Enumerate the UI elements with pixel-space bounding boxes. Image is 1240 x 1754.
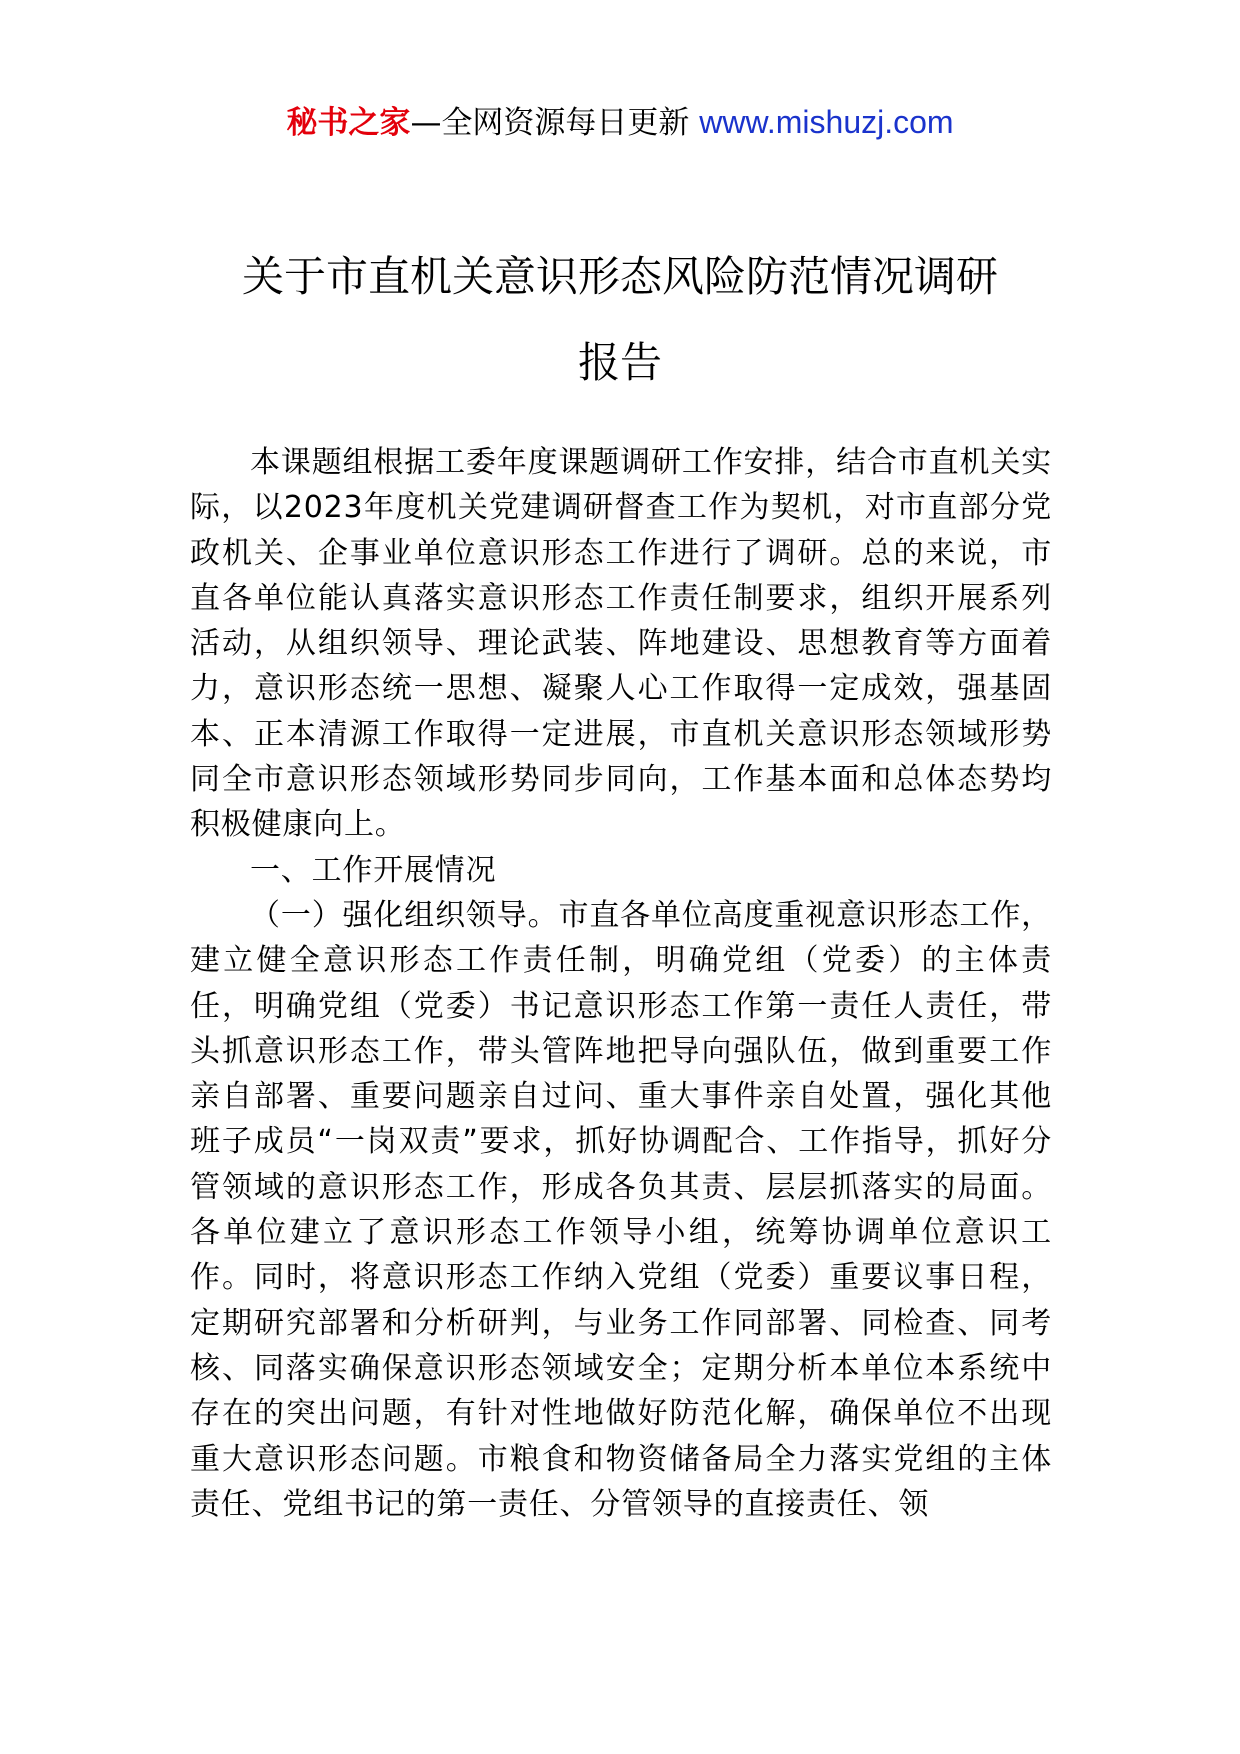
body-paragraph: （一）强化组织领导。市直各单位高度重视意识形态工作，建立健全意识形态工作责任制，明确党组（党委）的主体责任，明确党组（党委）书记意识形态工作第一责任人责任，带头抓意识形态工作，带头管阵地把导向强队伍，做到重要工作亲自部署、重要问题亲自过问、重大事件亲自处置，强化其他班子成员“一岗双责”要求，抓好协调配合、工作指导，抓好分管领域的意识形态工作，形成各负其责、层层抓落实的局面。各单位建立了意识形态工作领导小组，统筹协调单位意识工作。同时，将意识形态工作纳入党组（党委）重要议事日程，定期研究部署和分析研判，与业务工作同部署、同检查、同考核、同落实确保意识形态领域安全；定期分析本单位本系统中存在的突出问题，有针对性地做好防范化解，确保单位不出现重大意识形态问题。市粮食和物资储备局全力落实党组的主体责任、党组书记的第一责任、分管领导的直接责任、领 [190,897,1052,1522]
document-title [120,234,1120,406]
section-heading: 一、工作开展情况 [250,852,497,888]
title-line-2: 报告 [577,338,662,387]
brand-name: 秘书之家 [286,105,411,141]
intro-paragraph: 本课题组根据工委年度课题调研工作安排，结合市直机关实际，以2023年度机关党建调研督查工作为契机，对市直部分党政机关、企事业单位意识形态工作进行了调研。总的来说，市直各单位能认真落实意识形态工作责任制要求，组织开展系列活动，从组织领导、理论武装、阵地建设、思想教育等方面着力，意识形态统一思想、凝聚人心工作取得一定成效，强基固本、正本清源工作取得一定进展，市直机关意识形态领域形势同全市意识形态领域形势同步同向，工作基本面和总体态势均积极健康向上。 [190,445,1052,843]
site-header [0,100,1240,145]
document-body [190,440,1052,1527]
site-url-link[interactable]: www.mishuzj.com [699,104,954,140]
header-tagline: —全网资源每日更新 [410,105,690,141]
title-line-1: 关于市直机关意识形态风险防范情况调研 [241,252,998,301]
